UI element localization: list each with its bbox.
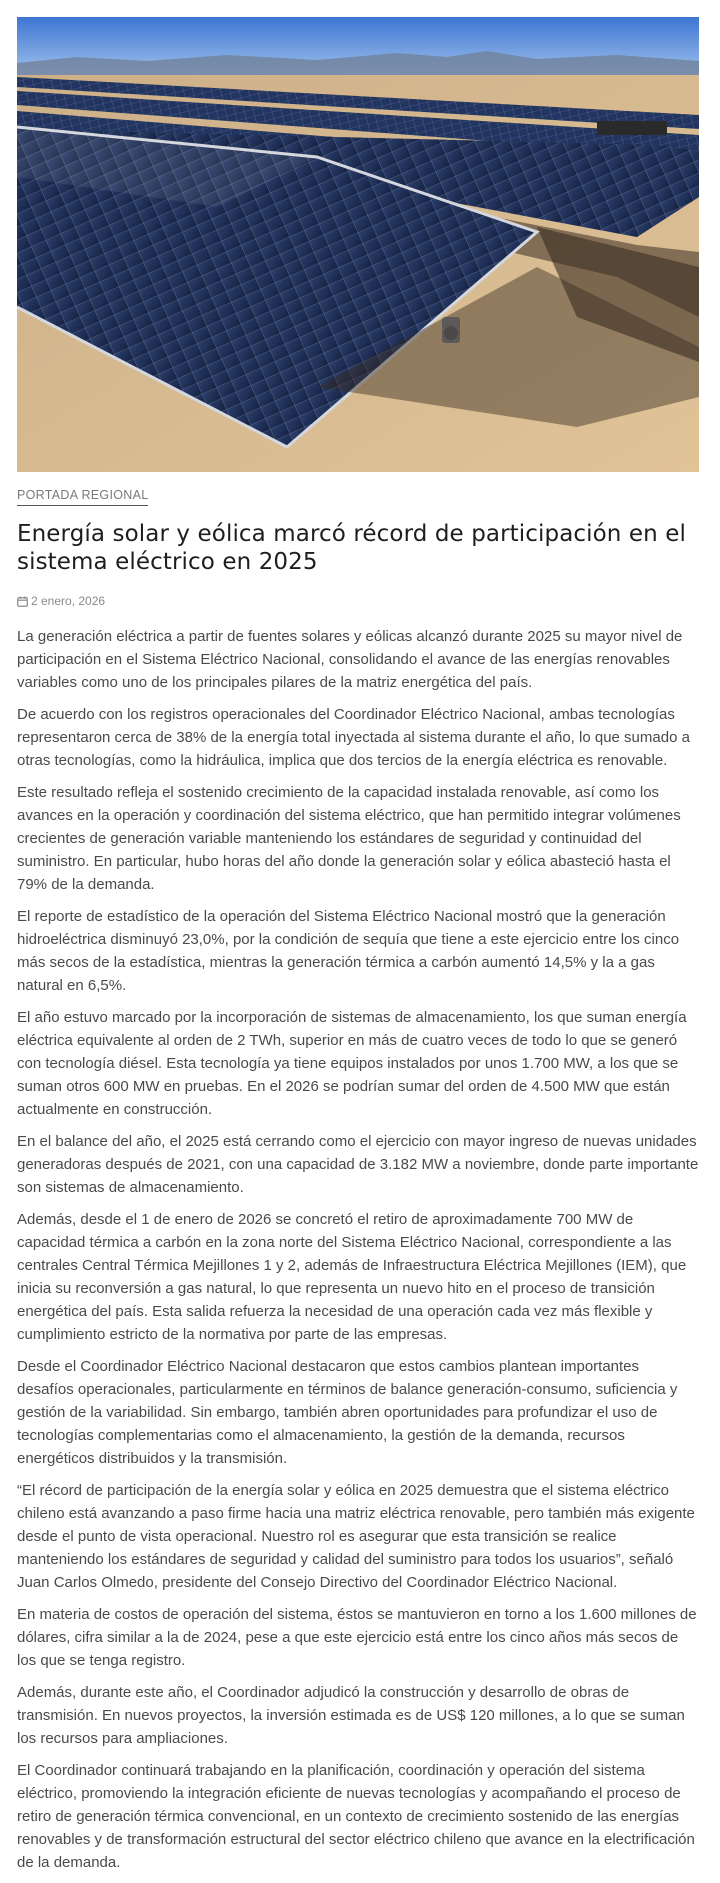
article-body: [17, 625, 699, 1874]
article-paragraph: El Coordinador continuará trabajando en la planificación, coordinación y operación del sistema eléctrico, promoviendo la integración eficiente de nuevas tecnologías y acompañando el proceso de retiro de generación térmica convencional, en un contexto de crecimiento sostenido de las energías renovables y de transformación estructural del sector eléctrico chileno que avance en la electrificación de la demanda.: [17, 1762, 695, 1871]
article-paragraph: En materia de costos de operación del sistema, éstos se mantuvieron en torno a los 1.600 millones de dólares, cifra similar a la de 2024, pese a que este ejercicio está entre los cinco años más secos de los que se tenga registro.: [17, 1606, 697, 1669]
article-paragraph: Además, desde el 1 de enero de 2026 se concretó el retiro de aproximadamente 700 MW de capacidad térmica a carbón en la zona norte del Sistema Eléctrico Nacional, correspondiente a las centrales Central Térmica Mejillones 1 y 2, además de Infraestructura Eléctrica Mejillones (IEM), que inicia su reconversión a gas natural, lo que representa un nuevo hito en el proceso de transición energética del país. Esta salida refuerza la necesidad de una operación cada vez más flexible y cumplimiento estricto de la normativa por parte de las empresas.: [17, 1211, 687, 1343]
category-link[interactable]: PORTADA REGIONAL: [17, 488, 148, 506]
post-date: 2 enero, 2026: [31, 594, 106, 608]
article-paragraph: El año estuvo marcado por la incorporación de sistemas de almacenamiento, los que suman energía eléctrica equivalente al orden de 2 TWh, superior en más de cuatro veces de todo lo que se generó con tecnología diésel. Esta tecnología ya tiene equipos instalados por unos 1.700 MW, a los que se suman otros 600 MW en pruebas. En el 2026 se podrían sumar del orden de 4.500 MW que están actualmente en construcción.: [17, 1009, 687, 1118]
article-paragraph: “El récord de participación de la energía solar y eólica en 2025 demuestra que el sistema eléctrico chileno está avanzando a paso firme hacia una matriz eléctrica renovable, pero también más exigente desde el punto de vista operacional. Nuestro rol es asegurar que esta transición se realice manteniendo los estándares de seguridad y calidad del suministro para todos los usuarios”, señaló Juan Carlos Olmedo, presidente del Consejo Directivo del Coordinador Eléctrico Nacional.: [17, 1482, 695, 1591]
calendar-icon: [17, 596, 28, 607]
article-paragraph: De acuerdo con los registros operacionales del Coordinador Eléctrico Nacional, ambas tecnologías representaron cerca de 38% de la energía total inyectada al sistema durante el año, lo que sumado a otras tecnologías, como la hidráulica, implica que dos tercios de la energía eléctrica es renovable.: [17, 706, 690, 769]
article: [17, 17, 699, 1883]
article-paragraph: En el balance del año, el 2025 está cerrando como el ejercicio con mayor ingreso de nuevas unidades generadoras después de 2021, con una capacidad de 3.182 MW a noviembre, donde parte importante son sistemas de almacenamiento.: [17, 1133, 699, 1196]
article-paragraph: Además, durante este año, el Coordinador adjudicó la construcción y desarrollo de obras de transmisión. En nuevos proyectos, la inversión estimada es de US$ 120 millones, a lo que se suman los recursos para ampliaciones.: [17, 1684, 685, 1747]
hero-image: [17, 17, 699, 472]
article-paragraph: Este resultado refleja el sostenido crecimiento de la capacidad instalada renovable, así como los avances en la operación y coordinación del sistema eléctrico, que han permitido integrar volúmenes crecientes de generación variable manteniendo los estándares de seguridad y continuidad del suministro. En particular, hubo horas del año donde la generación solar y eólica abasteció hasta el 79% de la demanda.: [17, 784, 681, 893]
article-paragraph: Desde el Coordinador Eléctrico Nacional destacaron que estos cambios plantean importantes desafíos operacionales, particularmente en términos de balance generación-consumo, suficiencia y gestión de la variabilidad. Sin embargo, también abren oportunidades para profundizar el uso de tecnologías complementarias como el almacenamiento, la gestión de la demanda, recursos energéticos distribuidos y la transmisión.: [17, 1358, 678, 1467]
article-paragraph: La generación eléctrica a partir de fuentes solares y eólicas alcanzó durante 2025 su mayor nivel de participación en el Sistema Eléctrico Nacional, consolidando el avance de las energías renovables variables como uno de los principales pilares de la matriz energética del país.: [17, 628, 683, 691]
article-title: Energía solar y eólica marcó récord de participación en el sistema eléctrico en 2025: [17, 521, 686, 575]
post-meta: [17, 593, 699, 609]
article-paragraph: El reporte de estadístico de la operación del Sistema Eléctrico Nacional mostró que la generación hidroeléctrica disminuyó 23,0%, por la condición de sequía que tiene a este ejercicio entre los cinco más secos de la estadística, mientras la generación térmica a carbón aumentó 14,5% y la a gas natural en 6,5%.: [17, 908, 680, 994]
